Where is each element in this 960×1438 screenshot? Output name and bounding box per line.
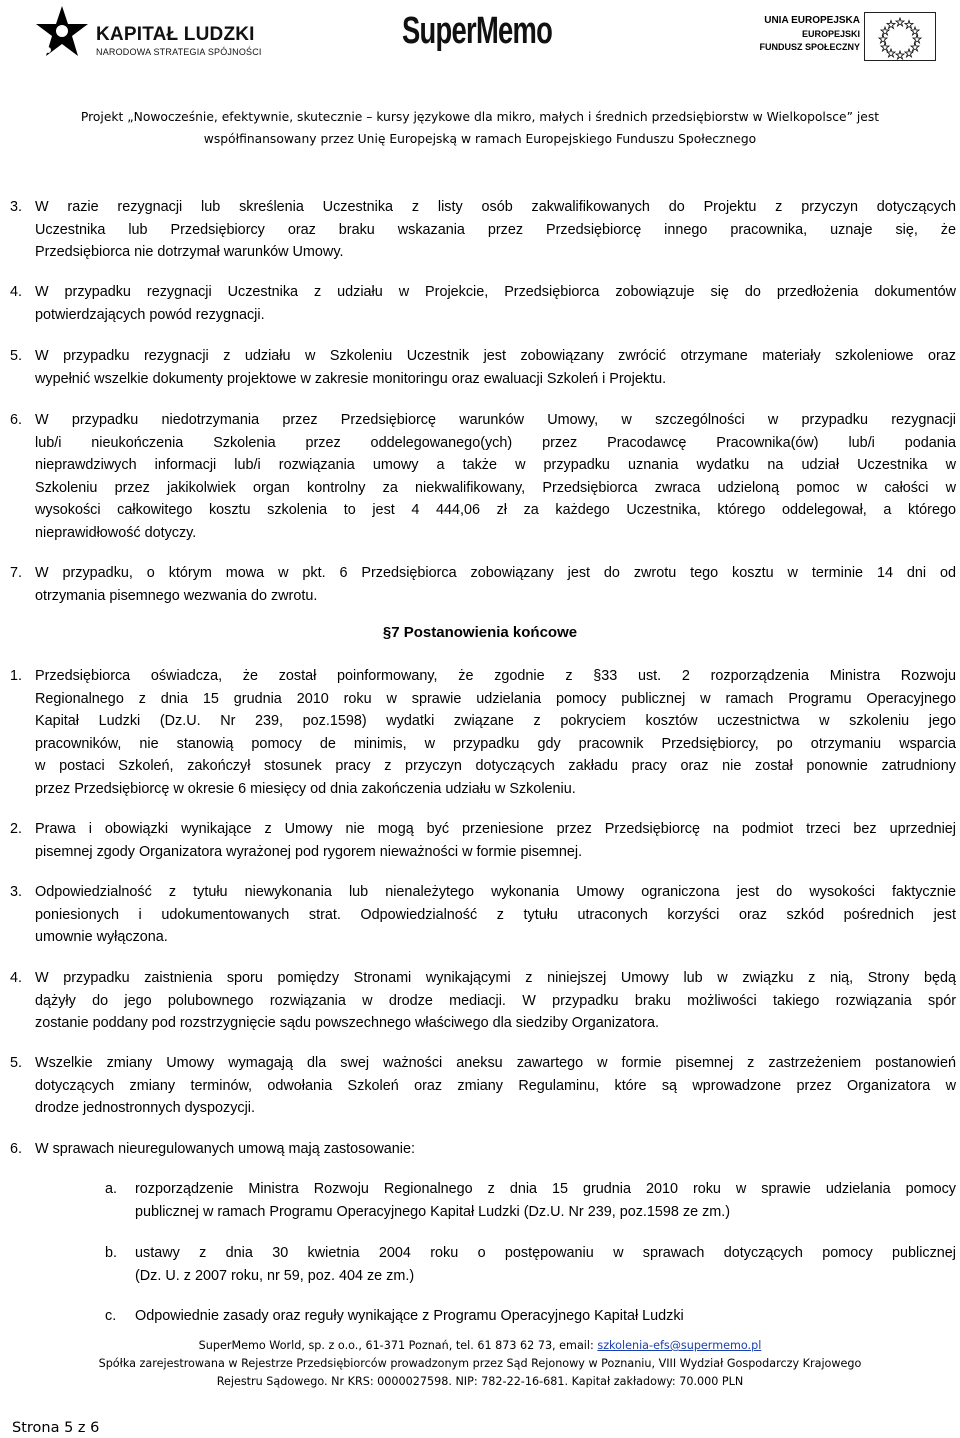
sub-clause-item [105,1305,956,1329]
text-line: Przedsiębiorca nie dotrzymał warunków Umowy. [35,244,344,261]
text-line: zostanie poddany pod rozstrzygnięcie sądu powszechnego właściwego dla siedziby Organizatora. [35,1015,659,1032]
text-line: wysokości całkowitego kosztu szkolenia to jest 4 444,06 zł za każdego Uczestnika, którego oddelegował, a którego [35,502,956,519]
sub-clause-letter: a. [105,1181,118,1197]
text-line: W przypadku niedotrzymania przez Przedsiębiorcę warunków Umowy, w szczególności w przypadku rezygnacji [35,412,956,428]
clause-item [10,1138,956,1162]
eu-line-1: UNIA EUROPEJSKA [764,15,860,26]
text-line: W przypadku rezygnacji z udziału w Szkoleniu Uczestnik jest zobowiązany zwrócić otrzymane materiały szkoleniowe oraz [35,348,956,364]
text-line: W sprawach nieuregulowanych umową mają zastosowanie: [35,1141,415,1157]
footer-email-link[interactable]: szkolenia-efs@supermemo.pl [597,1339,762,1352]
clause-text [35,1138,956,1161]
clause-number: 3. [10,199,23,215]
text-line: (Dz. U. z 2007 roku, nr 59, poz. 404 ze zm.) [135,1267,415,1284]
clause-item [10,196,956,266]
text-line: Prawa i obowiązki wynikające z Umowy nie mogą być przeniesione przez Przedsiębiorcę na podmiot trzeci bez uprzedniej [35,821,956,837]
eu-flag-icon [864,12,936,61]
footer-company-text: SuperMemo World, sp. z o.o., 61-371 Poznań, tel. 61 873 62 73, email: [198,1339,598,1352]
project-line-1: Projekt „Nowocześnie, efektywnie, skutecznie – kursy językowe dla mikro, małych i średnich przedsiębiorstw w Wielkopolsce” jest [80,110,880,124]
text-line: Przedsiębiorca oświadcza, że został poinformowany, że zgodnie z §33 ust. 2 rozporządzenia Ministra Rozwoju [35,668,956,684]
eu-line-3: FUNDUSZ SPOŁECZNY [759,42,860,52]
clause-number: 4. [10,970,23,986]
text-line: Wszelkie zmiany Umowy wymagają dla swej ważności aneksu zawartego w formie pisemnej z zastrzeżeniem postanowień [35,1055,956,1071]
sub-clause-text [135,1242,956,1287]
eu-logo [752,12,936,62]
text-line: W przypadku, o którym mowa w pkt. 6 Przedsiębiorca zobowiązany jest do zwrotu tego kosztu w terminie 14 dni od [35,565,956,581]
clause-text [35,562,956,607]
kapital-ludzki-emblem-icon [32,4,92,64]
clause-number: 1. [10,668,23,684]
text-line: umownie wyłączona. [35,929,168,946]
clause-item [10,1052,956,1122]
text-line: Kapitał Ludzki (Dz.U. Nr 239, poz.1598) wydatki związane z pokryciem kosztów uczestnictwa w szkoleniu jego [35,713,956,730]
text-line: ustawy z dnia 30 kwietnia 2004 roku o postępowaniu w sprawach dotyczących pomocy publicznej [135,1245,956,1261]
sub-clause-item [105,1178,956,1224]
clause-item [10,818,956,864]
clause-item [10,967,956,1037]
clause-text [35,665,956,801]
project-line-2: współfinansowany przez Unię Europejską w ramach Europejskiego Funduszu Społecznego [203,132,757,146]
text-line: pisemnej zgody Organizatora wyrażonej pod rygorem nieważności w formie pisemnej. [35,843,583,860]
sub-clause-item [105,1242,956,1288]
sub-clause-letter: b. [105,1245,118,1261]
clause-number: 3. [10,884,23,900]
text-line: rozporządzenie Ministra Rozwoju Regionalnego z dnia 15 grudnia 2010 roku w sprawie udzielania pomocy [135,1181,956,1197]
text-line: dotyczących zmiany terminów, odwołania Szkoleń oraz zmiany Regulaminu, które są wprowadzone przez Organizatora w [35,1077,956,1094]
sub-clause-text [135,1178,956,1223]
text-line: wypełnić wszelkie dokumenty projektowe w zakresie monitoringu oraz ewaluacji Szkoleń i Projektu. [35,370,667,387]
text-line: poniesionych i udokumentowanych strat. Odpowiedzialność z tytułu utraconych korzyści oraz szkód pośrednich jest [35,906,956,923]
clause-item [10,665,956,801]
clause-text [35,1052,956,1120]
text-line: otrzymania pisemnego wezwania do zwrotu. [35,587,318,604]
clause-text [35,409,956,545]
page-number: Strona 5 z 6 [12,1420,100,1436]
footer [0,1337,960,1391]
text-line: Odpowiedzialność z tytułu niewykonania lub nienależytego wykonania Umowy ograniczona jest do wysokości faktycznie [35,884,956,900]
clause-item [10,881,956,951]
text-line: W razie rezygnacji lub skreślenia Uczestnika z listy osób zakwalifikowanych do Projektu z przyczyn dotyczących [35,199,956,215]
text-line: dążyły do jego polubownego rozwiązania w drodze mediacji. W przypadku braku możliwości takiego rozwiązania spór [35,992,956,1009]
text-line: drodze jednostronnych dyspozycji. [35,1100,255,1117]
clause-item [10,345,956,391]
clause-text [35,345,956,390]
section-title: §7 Postanowienia końcowe [382,624,578,641]
clause-number: 7. [10,565,23,581]
clause-number: 6. [10,412,23,428]
sub-clause-text [135,1305,956,1328]
clause-number: 2. [10,821,23,837]
text-line: Odpowiednie zasady oraz reguły wynikające z Programu Operacyjnego Kapitał Ludzki [135,1308,684,1324]
text-line: Regionalnego z dnia 15 grudnia 2010 roku w sprawie udzielania pomocy publicznej w ramach Programu Operacyjnego [35,690,956,707]
text-line: W przypadku rezygnacji Uczestnika z udziału w Projekcie, Przedsiębiorca zobowiązuje się do przedłożenia dokumentów [35,284,956,300]
text-line: publicznej w ramach Programu Operacyjnego Kapitał Ludzki (Dz.U. Nr 239, poz.1598 ze zm.) [135,1203,731,1220]
clause-item [10,409,956,545]
clause-text [35,818,956,863]
footer-line-3: Rejestru Sądowego. Nr KRS: 0000027598. NIP: 782-22-16-681. Kapitał zakładowy: 70.000 PLN [216,1375,744,1388]
clause-item [10,281,956,327]
clause-number: 5. [10,1055,23,1071]
text-line: potwierdzających powód rezygnacji. [35,306,265,323]
supermemo-logo: SuperMemo [402,10,553,52]
footer-line-1 [0,1337,960,1355]
clause-number: 4. [10,284,23,300]
text-line: nieprawdziwych informacji lub/i rozwiązania umowy a także w przypadku uznania wydatku na udział Uczestnika w [35,457,956,474]
eu-line-2: EUROPEJSKI [801,29,860,39]
clause-text [35,281,956,326]
kapital-ludzki-title: KAPITAŁ LUDZKI [96,24,255,45]
clause-text [35,881,956,949]
kapital-ludzki-logo [32,4,262,64]
text-line: w postaci Szkoleń, zakończył stosunek pracy z przyczyn dotyczących zakładu pracy oraz nie został ponownie zatrudniony [35,758,956,775]
clause-number: 5. [10,348,23,364]
clause-text [35,967,956,1035]
clause-item [10,562,956,608]
kapital-ludzki-subtitle: NARODOWA STRATEGIA SPÓJNOŚCI [96,47,262,57]
text-line: przez Przedsiębiorcę w okresie 6 miesięcy od dnia zakończenia udziału w Szkoleniu. [35,780,576,797]
sub-clause-letter: c. [105,1308,117,1324]
project-info [20,106,940,150]
footer-line-2: Spółka zarejestrowana w Rejestrze Przedsiębiorców prowadzonym przez Sąd Rejonowy w Poznaniu, VIII Wydział Gospodarczy Krajowego [98,1357,862,1370]
text-line: Uczestnika lub Przedsiębiorcy oraz braku wskazania przez Przedsiębiorcę innego pracownika, uznaje się, że [35,221,956,238]
text-line: Szkoleniu przez jakikolwiek organ kontrolny za niekwalifikowany, Przedsiębiorca zwraca udzieloną pomoc w całości w [35,479,956,496]
text-line: W przypadku zaistnienia sporu pomiędzy Stronami wynikającymi z niniejszej Umowy lub w związku z nią, Strony będą [35,970,956,986]
text-line: nieprawidłowość dotyczy. [35,524,197,541]
clause-text [35,196,956,264]
text-line: lub/i nieukończenia Szkolenia przez oddelegowanego(ych) przez Pracodawcę Pracownika(ów) lub/i podania [35,434,956,451]
text-line: pracowników, nie stanowią pomocy de minimis, w przypadku gdy pracownik Przedsiębiorcy, po otrzymaniu wsparcia [35,735,956,752]
clause-number: 6. [10,1141,23,1157]
